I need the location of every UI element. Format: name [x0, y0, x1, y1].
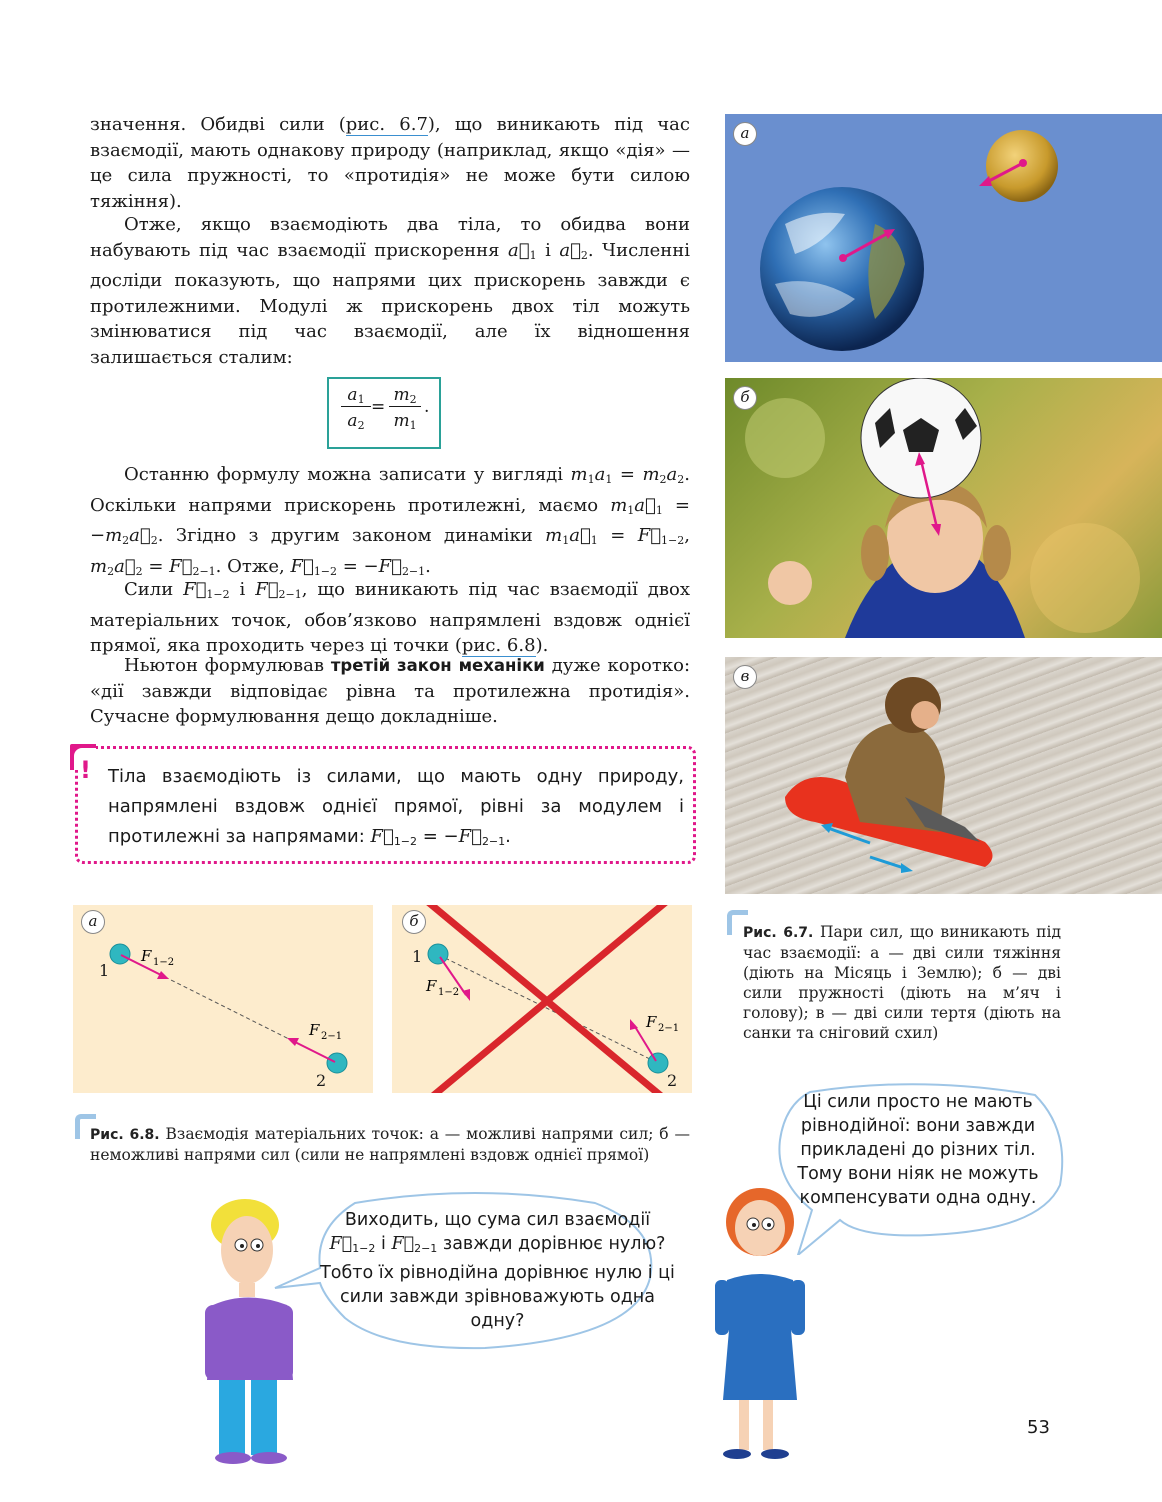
point-2-label: 2: [667, 1071, 678, 1090]
exclamation-icon: !: [80, 756, 91, 784]
girl-ball-illustration: [725, 378, 1162, 638]
fig-6-7-caption: Рис. 6.7. Пари сил, що виникають під час взаємодії: а — дві сили тяжіння (діють на Місяць і Землю); б — дві сили пружності (діють на м’яч і голову); в — дві сили тертя (діють на санки та сніговий схил): [743, 923, 1061, 1042]
photo-tag-a: а: [733, 122, 757, 146]
paragraph-4: Сили $F⃗_{1-2}$ і $F⃗_{2-1}$, що виникають під час взаємодії двох матеріальних точок, обов’язково напрямлені вздовж однієї прямої, яка проходить через ці точки (рис. 6.8).: [90, 579, 691, 656]
point-1-label: 1: [99, 961, 110, 980]
svg-text:F: F: [141, 947, 152, 965]
sled-illustration: [725, 657, 1162, 894]
paragraph-5: Ньютон формулював третій закон механіки дуже коротко: «дії завжди відповідає рівна та протилежна протидія». Сучасне формулювання дещо докладніше.: [90, 655, 691, 727]
svg-text:F: F: [309, 1021, 320, 1039]
girl-bubble-text: Ці сили просто не мають рівнодійної: вони завжди прикладені до різних тіл. Тому вони ніяк не можуть компенсувати одна одну.: [797, 1092, 1039, 1208]
paragraph-3: Останню формулу можна записати у вигляді $m_1a_1 = m_2a_2$. Оскільки напрями прискорень протилежні, маємо $m_1a⃗_1$ = $-m_2a⃗_2$. Згідно з другим законом динаміки $m_1a⃗_1$ = $F⃗_{1-2}$, $m_2a⃗_2$ = $F⃗_{2-1}$. Отже, $F⃗_{1-2}$ = $-F⃗_{2-1}$.: [90, 464, 690, 578]
paragraph-2: Отже, якщо взаємодіють два тіла, то обидва вони набувають під час взаємодії прискорення $a⃗_1$ і $a⃗_2$. Численні досліди показують, що напрями цих прискорень завжди є протилежними. Модулі ж прискорень двох тіл можуть змінюватися під час взаємодії, але їх відношення залишається сталим:: [90, 214, 690, 368]
possible-forces-diagram: [73, 905, 373, 1093]
paragraph-1: значення. Обидві сили (рис. 6.7), що виникають під час взаємодії, мають однакову природу (наприклад, якщо «дія» — це сила пружності, то «протидія» не може бути силою тяжіння).: [90, 114, 690, 212]
earth-moon-illustration: [725, 114, 1162, 362]
point-1-label: 1: [412, 947, 423, 966]
fig-6-8-link[interactable]: рис. 6.8: [461, 635, 536, 656]
boy-bubble-text: Виходить, що сума сил взаємодії $F⃗_{1-2}$ і $F⃗_{2-1}$ завжди дорівнює нулю? Тобто їх рівнодійна дорівнює нулю і ці сили завжди зрівноважують одна одну?: [320, 1210, 675, 1331]
point-2-label: 2: [316, 1071, 327, 1090]
svg-text:2−1: 2−1: [658, 1023, 680, 1034]
ratio-formula: $\frac{a_1}{a_2}$ = $\frac{m_2}{m_1}$ .: [327, 377, 441, 449]
impossible-forces-diagram: [392, 905, 692, 1093]
photo-sled: [725, 657, 1162, 894]
svg-text:1−2: 1−2: [153, 957, 175, 968]
svg-text:F: F: [646, 1013, 657, 1031]
page-number: 53: [1027, 1417, 1050, 1438]
rule-text: Тіла взаємодіють із силами, що мають одну природу, напрямлені вздовж однієї прямої, рівні за модулем і протилежні за напрямами: $F⃗_{1-2}$ = $-F⃗_{2-1}$.: [108, 766, 684, 848]
svg-text:F: F: [426, 977, 437, 995]
fig-6-8-caption: Рис. 6.8. Взаємодія матеріальних точок: а — можливі напрями сил; б — неможливі напрями сил (сили не напрямлені вздовж однієї прямої): [90, 1125, 690, 1164]
photo-earth-moon: [725, 114, 1162, 362]
panel-tag-b: б: [402, 910, 426, 934]
photo-girl-ball: [725, 378, 1162, 638]
svg-text:1−2: 1−2: [438, 987, 460, 998]
diagram-impossible: [392, 905, 692, 1093]
diagram-possible: [73, 905, 373, 1093]
boy-character: [195, 1195, 325, 1470]
fig-6-7-link[interactable]: рис. 6.7: [345, 114, 428, 135]
girl-character: [705, 1180, 815, 1465]
photo-tag-v: в: [733, 665, 757, 689]
panel-tag-a: а: [81, 910, 105, 934]
third-law-term: третій закон механіки: [330, 656, 545, 675]
photo-tag-b: б: [733, 386, 757, 410]
svg-text:2−1: 2−1: [321, 1031, 343, 1042]
cross-line-2: [422, 905, 672, 1093]
